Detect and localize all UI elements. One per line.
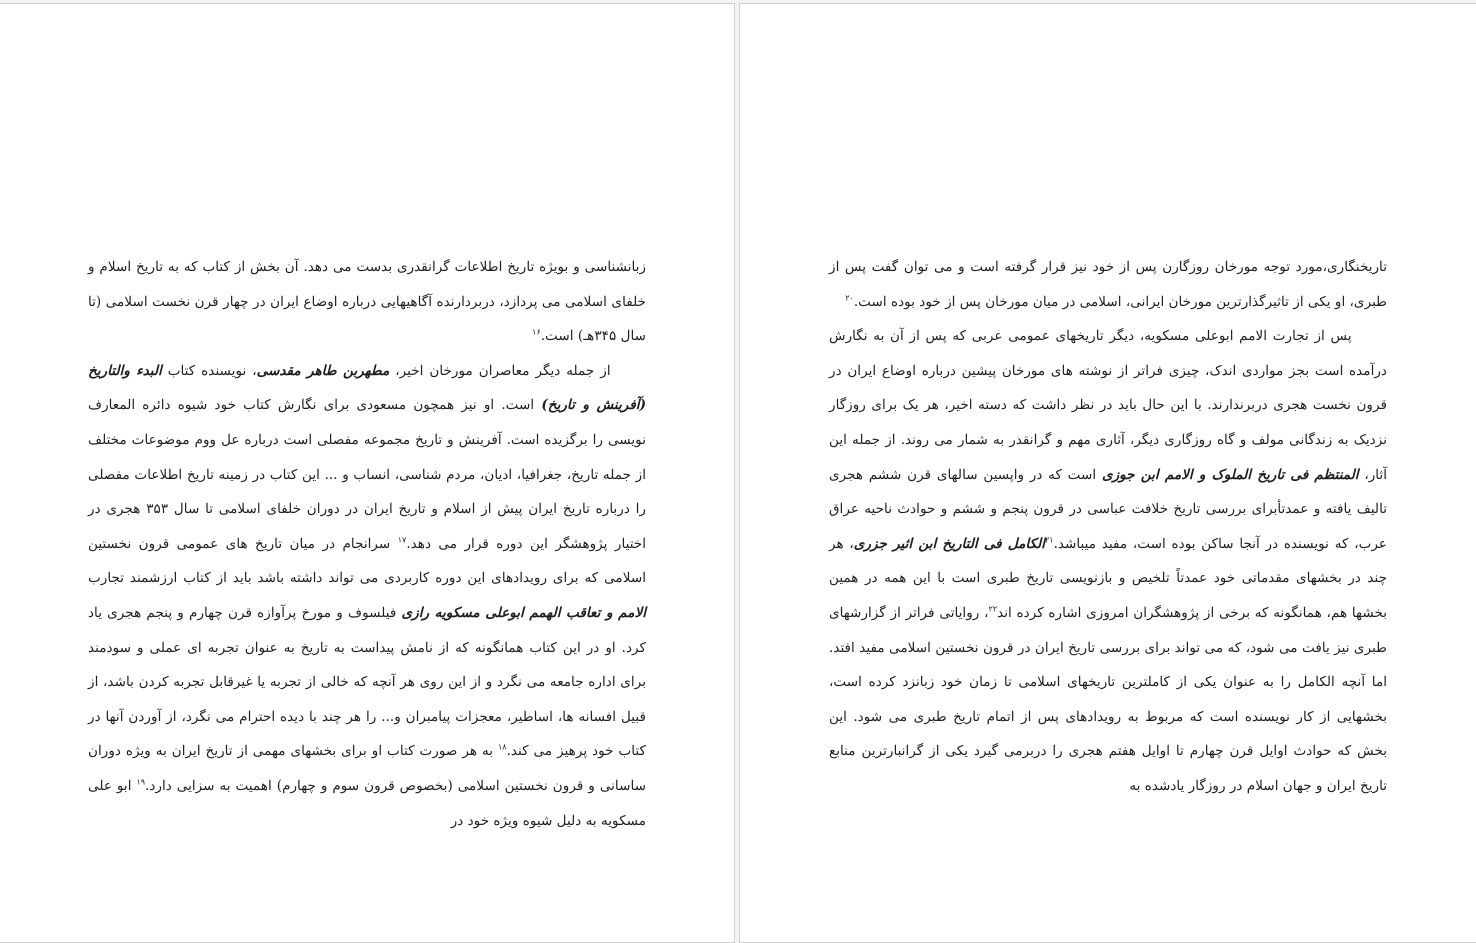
text-run: ، هر چند در بخشهای مقدماتی خود عمدتاً تلخیص و بازنویسی تاریخ طبری است با این همه در همین بخشها هم، همانگونه که برخی از پژوهشگران امروزی اشاره کرده اند [829,535,1387,621]
text-run: است. او نیز همچون مسعودی برای نگارش کتاب خود شیوه دائره المعارف نویسی را برگزیده است. آفرینش و تاریخ مجموعه مفصلی است درباره عل ووم موضوعات مختلف از جمله تاریخ، جغرافیا، ادیان، مردم شناسی، انساب و ... این کتاب در زمینه تاریخ اطلاعات مفصلی را درباره تاریخ ایران پیش از اسلام و تاریخ ایران در دوران خلفای اسلامی تا سال ۳۵۳ هجری در اختیار پژوهشگر این دوره قرار می دهد. [88,397,646,552]
footnote-marker: ۱۷ [397,535,407,545]
right-page-paragraph [829,319,1387,803]
right-page-paragraph [829,250,1387,319]
footnote-marker: ۱۶ [532,327,541,337]
text-run: ، روایاتی فراتر از گزارشهای طبری نیز یافت می شود، که می تواند برای بررسی تاریخ ایران در قرون نخستین اسلامی مفید افتد. اما آنچه الکامل را به عنوان یکی از کاملترین تاریخهای اسلامی تا زمان خود زبانزد کرده است، بخشهایی از کار نویسنده است که مربوط به رویدادهای پس از اتمام تاریخ طبری می شود. این بخش که حوادث اوایل قرن چهارم تا اوایل هفتم هجری را دربرمی گیرد یکی از گرانبارترین منابع تاریخ ایران و جهان اسلام در روزگار یادشده به [829,604,1387,794]
text-run: تاریخنگاری،مورد توجه مورخان روزگارن پس از خود نیز قرار گرفته است و می توان گفت پس از طبری، او یکی از تاثیرگذارترین مورخان ایرانی، اسلامی در میان مورخان پس از خود بوده است. [829,259,1387,310]
book-title-emphasis: المنتظم فی تاریخ الملوک و الامم ابن جوزی [1101,466,1359,483]
text-run: ابو علی مسکویه به دلیل شیوه ویژه خود در [88,777,646,829]
footnote-marker: ۲۲ [988,604,998,614]
text-run: سرانجام در میان تاریخ های عمومی قرون نخستین اسلامی که برای رویدادهای این دوره کاربردی می تواند داشته باشد باید از کتاب ارزشمند تجارب [88,535,646,587]
footnote-marker: ۱۸ [497,742,507,752]
text-run: به هر صورت کتاب او برای بخشهای مهمی از تاریخ ایران به ویژه دوران ساسانی و قرون نخستین اسلامی (بخصوص قرون سوم و چهارم) اهمیت به سزایی دارد. [88,743,646,794]
text-run: ، نویسنده کتاب [161,362,257,379]
book-title-emphasis: الکامل فی التاریخ ابن اثیر جزری [853,535,1045,552]
text-run: پس از تجارت الامم ابوعلی مسکویه، دیگر تاریخهای عمومی عربی که پس از آن به نگارش درآمده است بجز مواردی اندک، چیزی فراتر از نوشته های مورخان پیشین درباره اوضاع ایران در قرون نخست هجری دربرندارند. با این حال باید در نظر داشت که دسته اخیر، هر یک برای روزگار نزدیک به زندگانی مولف و گاه روزگاری دیگر، آثاری مهم و گرانقدر به شمار می روند. از جمله این آثار، [829,328,1387,483]
book-title-emphasis: البدء والتاریخ (آفرینش و تاریخ) [88,362,647,414]
left-page-body-text [88,250,646,838]
left-page-paragraph [88,250,646,354]
footnote-marker: ۲۱ [1044,535,1054,545]
right-page-body-text [829,250,1387,804]
footnote-marker: ۱۹ [136,777,146,787]
footnote-marker: ۲۰ [845,293,854,303]
book-title-emphasis: الامم و تعاقب الهمم ابوعلی مسکویه رازی [401,604,646,621]
text-run: زبانشناسی و بویژه تاریخ اطلاعات گرانقدری بدست می دهد. آن بخش از کتاب که به تاریخ اسلام و خلفای اسلامی می پردازد، دربردارنده آگاهیهایی درباره اوضاع ایران در چهار قرن نخست اسلامی (تا سال ۳۴۵هـ) است. [88,259,646,345]
text-run: فیلسوف و مورخ پرآوازه قرن چهارم و پنجم هجری یاد کرد. او در این کتاب همانگونه که از نامش پیداست به تاریخ به عنوان تجربه ای عملی و سودمند برای اداره جامعه می نگرد و از این روی هر آنچه که خالی از تجربه یا غیرقابل تجربه کردن باشد، از قبیل افسانه ها، اساطیر، معجزات پیامبران و... را هر چند با دیده احترام می نگرد، از آوردن آنها در کتاب خود پرهیز می کند. [88,604,646,760]
text-run: از جمله دیگر معاصران مورخان اخیر، [389,362,611,379]
text-run: است که در واپسین سالهای قرن ششم هجری تالیف یافته و عمدتأبرای بررسی تاریخ خلافت عباسی در قرون پنجم و ششم و حوادث ناحیه عراق عرب، که نویسنده در آنجا ساکن بوده است، مفید میباشد. [829,466,1387,552]
book-title-emphasis: مطهربن طاهر مقدسی [256,362,390,379]
left-page-paragraph [88,354,646,838]
